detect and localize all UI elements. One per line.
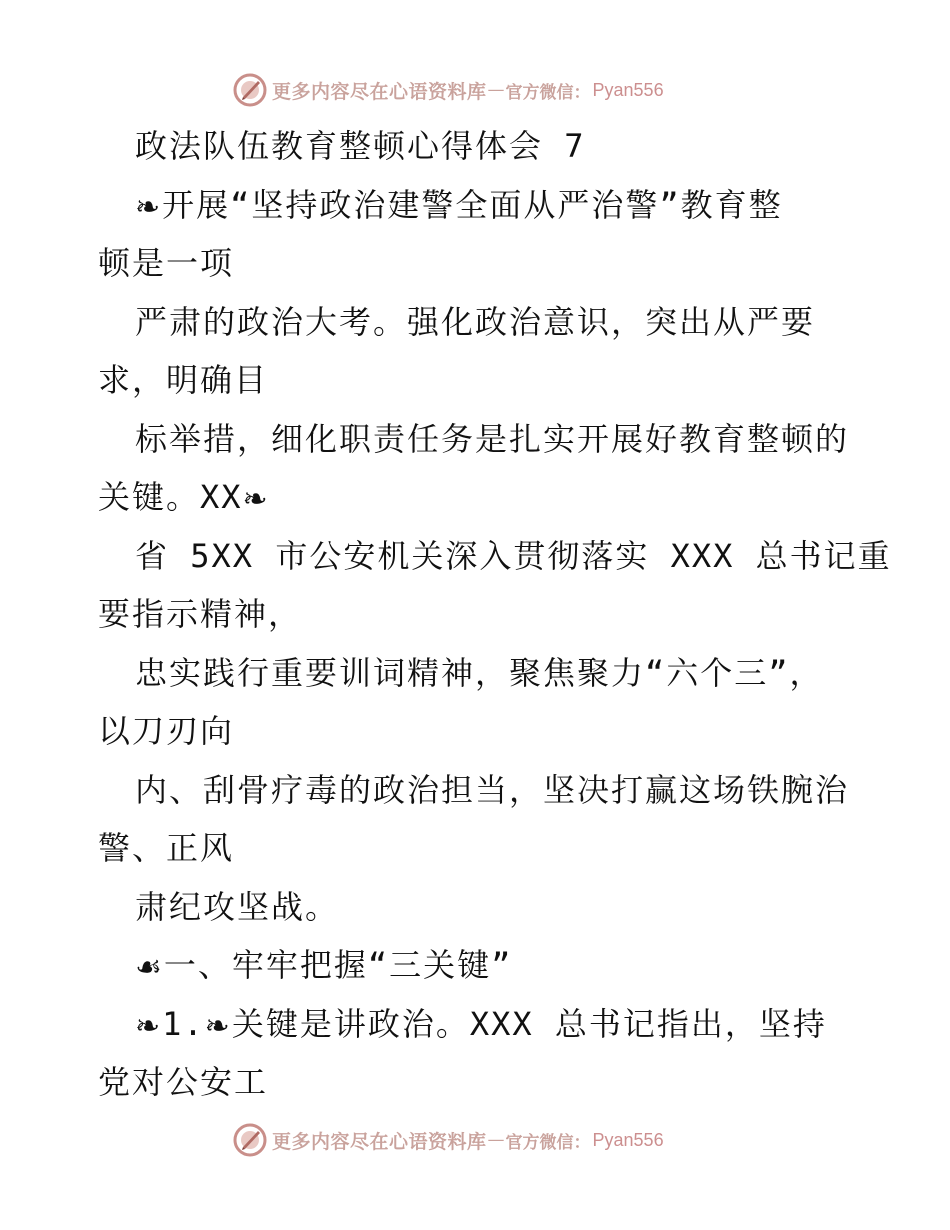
text-run: 关键是讲政治。XXX 总书记指出，坚持 <box>231 1005 827 1043</box>
floral-ornament-icon: ❧ <box>135 1009 163 1044</box>
paragraph-line: 警、正风 <box>98 829 235 867</box>
paragraph-line <box>98 477 270 519</box>
pen-logo-icon <box>232 1122 268 1158</box>
watermark-dash: — <box>487 1130 505 1150</box>
watermark-sub: 官方微信： <box>505 1132 591 1153</box>
leaf-ornament-icon: ☙ <box>135 950 164 985</box>
doc-title: 政法队伍教育整顿心得体会 7 <box>135 127 586 165</box>
watermark-wechat: Pyan556 <box>592 79 664 100</box>
paragraph-line: 求，明确目 <box>98 361 269 399</box>
text-run: 关键。XX <box>98 478 243 516</box>
floral-ornament-icon: ❧ <box>204 1009 232 1044</box>
paragraph-line <box>135 1004 827 1046</box>
list-number: 1. <box>162 1005 205 1043</box>
paragraph-line: 严肃的政治大考。强化政治意识，突出从严要 <box>135 303 816 341</box>
floral-ornament-icon: ❧ <box>135 190 163 225</box>
watermark-sub: 官方微信： <box>505 82 591 103</box>
pen-logo-icon <box>232 72 268 108</box>
paragraph-line: 内、刮骨疗毒的政治担当，坚决打赢这场铁腕治 <box>135 771 850 809</box>
watermark-brand: 更多内容尽在心语资料库 <box>272 1130 487 1153</box>
section-heading <box>135 945 512 987</box>
paragraph-line: 忠实践行重要训词精神，聚焦聚力“六个三”， <box>135 654 824 692</box>
watermark-wechat: Pyan556 <box>592 1129 664 1150</box>
watermark-dash: — <box>487 80 505 100</box>
text-run: 开展“坚持政治建警全面从严治警”教育整 <box>162 186 783 224</box>
paragraph-line: 省 5XX 市公安机关深入贯彻落实 XXX 总书记重 <box>135 537 892 575</box>
watermark-footer <box>232 1122 664 1158</box>
text-run: 一、牢牢把握“三关键” <box>163 946 513 984</box>
paragraph-line: 肃纪攻坚战。 <box>135 888 340 926</box>
paragraph-line: 以刀刃向 <box>98 712 235 750</box>
paragraph-line: 顿是一项 <box>98 244 235 282</box>
paragraph-line: 标举措，细化职责任务是扎实开展好教育整顿的 <box>135 420 850 458</box>
paragraph-line: 要指示精神， <box>98 595 303 633</box>
paragraph-line <box>135 185 783 227</box>
paragraph-line: 党对公安工 <box>98 1063 269 1101</box>
floral-ornament-icon: ❧ <box>242 482 270 517</box>
watermark-header <box>232 72 664 108</box>
watermark-brand: 更多内容尽在心语资料库 <box>272 80 487 103</box>
